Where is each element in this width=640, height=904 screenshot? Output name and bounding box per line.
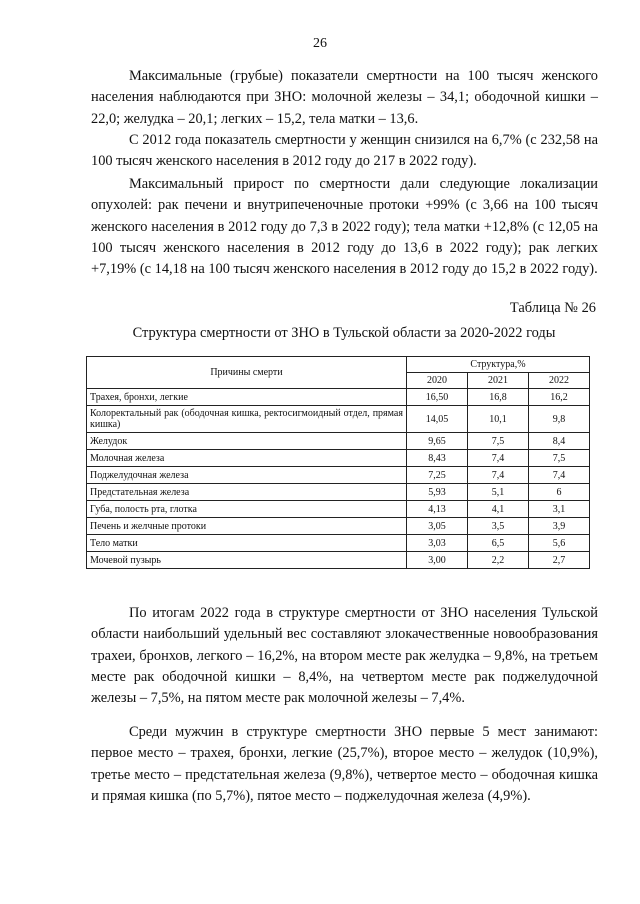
cell-2020: 7,25 — [406, 467, 467, 484]
cell-2021: 6,5 — [468, 535, 529, 552]
paragraph-2022-summary: По итогам 2022 года в структуре смертности от ЗНО населения Тульской области наибольший удельный вес составляют злокачественные новообразования трахеи, бронхов, легкого – 16,2%, на втором месте рак желудка – 9,8%, на третьем месте рак ободочной кишки – 8,4%, на четвертом месте рак поджелудочной железы – 7,5%, на пятом месте рак молочной железы – 7,4%. — [91, 605, 598, 707]
cell-cause: Тело матки — [87, 535, 407, 552]
header-year-2022: 2022 — [528, 373, 589, 389]
cell-2022: 7,4 — [528, 467, 589, 484]
cell-2022: 6 — [528, 484, 589, 501]
table-row — [87, 484, 590, 501]
header-year-2020: 2020 — [406, 373, 467, 389]
cell-2020: 3,05 — [406, 518, 467, 535]
cell-cause: Молочная железа — [87, 450, 407, 467]
cell-2020: 8,43 — [406, 450, 467, 467]
page-number: 26 — [313, 36, 327, 51]
cell-2020: 14,05 — [406, 406, 467, 433]
cell-2021: 2,2 — [468, 552, 529, 569]
table-number-label: Таблица № 26 — [509, 300, 596, 316]
paragraph-female-mortality-decline: С 2012 года показатель смертности у женщин снизился на 6,7% (с 232,58 на 100 тысяч женского населения в 2012 году до 217 в 2022 году). — [91, 132, 598, 170]
cell-2020: 4,13 — [406, 501, 467, 518]
cell-2021: 7,4 — [468, 467, 529, 484]
table-row — [87, 467, 590, 484]
paragraph-female-mortality-max: Максимальные (грубые) показатели смертности на 100 тысяч женского населения наблюдаются при ЗНО: молочной железы – 34,1; ободочной кишки – 22,0; желудка – 20,1; легких – 15,2, тела матки – 13,6. — [91, 68, 598, 127]
paragraph-male-top5: Среди мужчин в структуре смертности ЗНО первые 5 мест занимают: первое место – трахея, бронхи, легкие (25,7%), второе место – желудок (10,9%), третье место – предстательная железа (9,8%), четвертое место – ободочная кишка и прямая кишка (по 5,7%), пятое место – поджелудочная железа (4,9%). — [91, 724, 598, 804]
cell-2020: 9,65 — [406, 433, 467, 450]
cell-2021: 5,1 — [468, 484, 529, 501]
header-year-2021: 2021 — [468, 373, 529, 389]
paragraph-max-growth: Максимальный прирост по смертности дали следующие локализации опухолей: рак печени и внутрипеченочные протоки +99% (с 3,66 на 100 тысяч женского населения в 2012 году до 7,3 в 2022 году); тела матки +12,8% (с 12,05 на 100 тысяч женского населения в 2012 году до 13,6 в 2022 году); рак легких +7,19% (с 14,18 на 100 тысяч женского населения в 2012 году до 15,2 в 2022 году). — [91, 176, 598, 278]
cell-2020: 3,03 — [406, 535, 467, 552]
cell-cause: Губа, полость рта, глотка — [87, 501, 407, 518]
cell-2021: 10,1 — [468, 406, 529, 433]
table-row — [87, 406, 590, 433]
table-row — [87, 501, 590, 518]
cell-2021: 4,1 — [468, 501, 529, 518]
cell-2021: 3,5 — [468, 518, 529, 535]
cell-cause: Поджелудочная железа — [87, 467, 407, 484]
cell-cause: Колоректальный рак (ободочная кишка, ректосигмоидный отдел, прямая кишка) — [87, 406, 407, 433]
cell-2021: 7,5 — [468, 433, 529, 450]
cell-2022: 7,5 — [528, 450, 589, 467]
table-row — [87, 433, 590, 450]
header-cause: Причины смерти — [87, 357, 407, 389]
cell-2021: 16,8 — [468, 389, 529, 406]
table-row — [87, 518, 590, 535]
table-row — [87, 535, 590, 552]
cell-2022: 9,8 — [528, 406, 589, 433]
cell-cause: Печень и желчные протоки — [87, 518, 407, 535]
cell-2021: 7,4 — [468, 450, 529, 467]
cell-2022: 3,9 — [528, 518, 589, 535]
cell-2020: 3,00 — [406, 552, 467, 569]
table-row — [87, 450, 590, 467]
cell-2022: 2,7 — [528, 552, 589, 569]
cell-2022: 16,2 — [528, 389, 589, 406]
cell-2022: 5,6 — [528, 535, 589, 552]
cell-2022: 8,4 — [528, 433, 589, 450]
table-header-row — [87, 357, 590, 373]
table-row — [87, 389, 590, 406]
cell-2020: 5,93 — [406, 484, 467, 501]
cell-2022: 3,1 — [528, 501, 589, 518]
cell-cause: Мочевой пузырь — [87, 552, 407, 569]
table-row — [87, 552, 590, 569]
cell-cause: Желудок — [87, 433, 407, 450]
mortality-structure-table — [86, 356, 590, 569]
cell-2020: 16,50 — [406, 389, 467, 406]
cell-cause: Предстательная железа — [87, 484, 407, 501]
header-structure: Структура,% — [406, 357, 589, 373]
table-title: Структура смертности от ЗНО в Тульской области за 2020-2022 годы — [132, 325, 556, 341]
cell-cause: Трахея, бронхи, легкие — [87, 389, 407, 406]
